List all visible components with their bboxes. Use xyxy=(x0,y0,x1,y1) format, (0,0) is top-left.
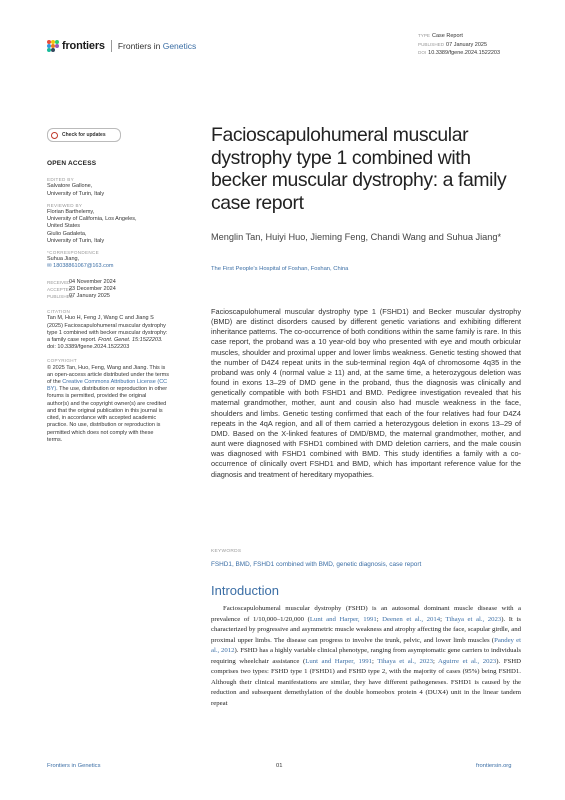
article-title: Facioscapulohumeral muscular dystrophy type 1 combined with becker muscular dystrophy: a family case report xyxy=(211,124,507,214)
correspondence-info: Suhua Jiang, ✉ 18038861067@163.com xyxy=(47,256,169,270)
brand-name: frontiers xyxy=(62,40,105,52)
keywords: FSHD1, BMD, FSHD1 combined with BMD, genetic diagnosis, case report xyxy=(211,561,422,568)
page-number: 01 xyxy=(276,763,283,769)
copyright-label: COPYRIGHT xyxy=(47,358,78,364)
intro-text-run: ). FSHD comprises two types: FSHD type 1 (FSHD1) and FSHD type 2, with the majority of cases (95%) being FSHD1. Although their clinical manifestations are similar, they have different pathogeneses. FSHD1 is caused by the reduction and subsequent demethylation of the double homeobox protein 4 (DUX4) unit in the linear tandem repeat xyxy=(211,657,521,707)
article-dates: RECEIVED 04 November 2024 ACCEPTED 23 December 2024 PUBLISHED 07 January 2025 xyxy=(47,278,116,300)
article-sidebar xyxy=(47,160,169,448)
intro-text-run: ; xyxy=(433,657,439,665)
meta-doi: DOI 10.3389/fgene.2024.1522203 xyxy=(418,50,501,56)
introduction-text xyxy=(211,604,521,709)
update-check-icon xyxy=(51,132,58,139)
reviewed-by-label: REVIEWED BY xyxy=(47,202,83,208)
edited-by-label: EDITED BY xyxy=(47,177,74,183)
intro-text-run: ). FSHD has a highly variable clinical phenotype, ranging from asymptomatic gene carriers to individuals requiring wheelchair assistance ( xyxy=(211,647,521,665)
author-list: Menglin Tan, Huiyi Huo, Jieming Feng, Chandi Wang and Suhua Jiang* xyxy=(211,232,502,242)
copyright-text: © 2025 Tan, Huo, Feng, Wang and Jiang. This is an open-access article distributed under the terms of the Creative Commons Attribution License (CC BY). The use, distribution or reproduction in other forums is permitted, provided the original author(s) and the copyright owner(s) are credited and that the original publication in this journal is cited, in accordance with accepted academic practice. No use, distribution or reproduction is permitted which does not comply with these terms. xyxy=(47,364,169,443)
footer-site-link[interactable]: frontiersin.org xyxy=(476,763,512,769)
frontiers-logo-icon xyxy=(47,40,59,52)
citation-link[interactable]: Deenen et al., 2014 xyxy=(382,615,441,623)
citation-text: Tan M, Huo H, Feng J, Wang C and Jiang S (2025) Facioscapulohumeral muscular dystrophy type 1 combined with becker muscular dystrophy: a family case report. Front. Genet. 15:1522203. doi: 10.3389/fgene.2024.1522203 xyxy=(47,315,168,351)
reviewer-info: Florian Barthelemy, University of California, Los Angeles, United States Giulio Gadaleta, University of Turin, Italy xyxy=(47,209,137,244)
intro-text-run: Facioscapulohumeral muscular dystrophy (FSHD) is an autosomal dominant muscle disease with a prevalence of 1/10,000–1/20,000 ( xyxy=(211,605,521,623)
check-updates-label: Check for updates xyxy=(62,132,106,138)
keywords-label: KEYWORDS xyxy=(211,549,242,554)
open-access-label: OPEN ACCESS xyxy=(47,160,97,167)
intro-text-run: ; xyxy=(371,657,378,665)
citation-link[interactable]: Pandey et al., 2012 xyxy=(211,636,522,654)
journal-logo[interactable] xyxy=(47,40,196,52)
meta-published: PUBLISHED 07 January 2025 xyxy=(418,41,488,48)
citation-link[interactable]: Tihaya et al., 2023 xyxy=(445,615,502,623)
affiliation: The First People's Hospital of Foshan, Foshan, China xyxy=(211,266,349,272)
citation-label: CITATION xyxy=(47,309,71,315)
article-meta xyxy=(418,32,500,58)
section-heading-introduction: Introduction xyxy=(211,583,279,598)
correspondence-label: *CORRESPONDENCE xyxy=(47,250,99,256)
journal-title: Frontiers in Genetics xyxy=(117,41,197,51)
check-updates-button[interactable] xyxy=(47,128,121,142)
citation-link[interactable]: Aguirre et al., 2023 xyxy=(438,657,497,665)
license-link[interactable]: Creative Commons Attribution License (CC BY) xyxy=(47,379,168,393)
abstract: Facioscapulohumeral muscular dystrophy type 1 (FSHD1) and Becker muscular dystrophy (BMD) are distinct disorders caused by different genetic variations and exhibiting different inheritance patterns. The co-occurrence of both conditions within the same family is rare. In this case report, the proband was a 10 year-old boy who presented with eye and mouth orbicular muscles, shoulder and proximal upper and lower limbs weakness. Genetic testing showed that the number of D4Z4 repeat units in the sub-terminal region 4qA of chromosome 4q35 in the proband was only 4 (normal value ≥ 11) and, at the same time, a heterozygous deletion was found in exons 13–29 of DMD gene in the proband, thus the diagnosis was clinically and genetically compatible with both FSHD1 and BMD. Pedigree investigation revealed that his maternal grandmother, mother, aunt and cousin also had muscle weakness in the face, shoulders and limbs. Genetic testing confirmed that each of the four relatives had four D4Z4 repeats in the 4qA region, and all of them carried a heterozygous deletion in exons 13–29 of DMD. Based on the X-linked features of DMD/BMD, the maternal grandmother, mother, and aunt were diagnosed with FSHD1 combined with DMD deletion carriers, and the male cousin was diagnosed with FSHD1 combined with BMD. This study identifies a family with a co-occurrence of clinically overt FSHD1 and BMD, which has important reference value for the diagnosis and treatment of hereditary myopathies. xyxy=(211,307,521,479)
meta-type: TYPE Case Report xyxy=(418,33,463,39)
logo-divider xyxy=(111,40,112,52)
intro-text-run: ). It is characterized by progressive and asymmetric muscle weakness and atrophy affecting the face, scapular girdle, and proximal upper limbs. The disease can progress to involve the trunk, pelvic, and lower limb muscles ( xyxy=(211,615,521,644)
intro-text-run: ; xyxy=(440,615,446,623)
footer-journal-link[interactable]: Frontiers in Genetics xyxy=(47,763,101,769)
email-link[interactable]: ✉ 18038861067@163.com xyxy=(47,263,114,270)
citation-link[interactable]: Tihaya et al., 2023 xyxy=(377,657,433,665)
intro-text-run: ; xyxy=(376,615,383,623)
citation-link[interactable]: Lunt and Harper, 1991 xyxy=(305,657,372,665)
editor-info: Salvatore Gallone, University of Turin, Italy xyxy=(47,183,105,197)
citation-link[interactable]: Lunt and Harper, 1991 xyxy=(309,615,377,623)
